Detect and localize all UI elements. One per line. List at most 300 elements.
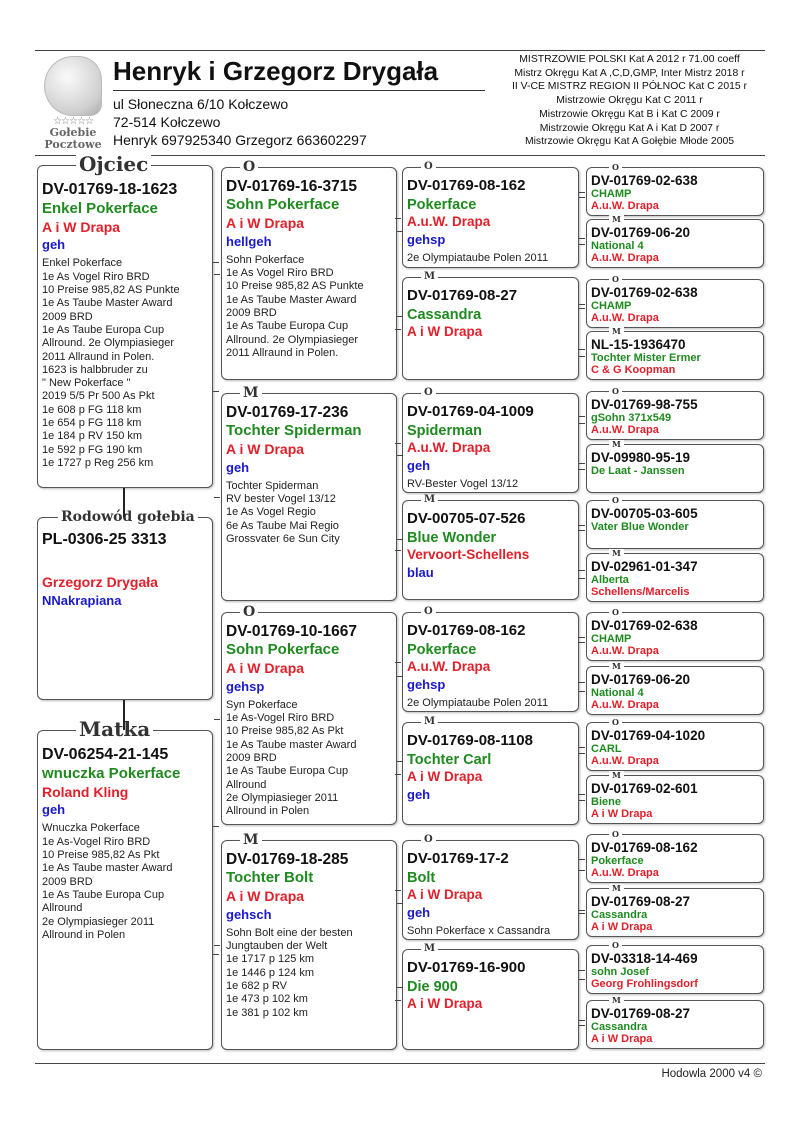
feather-color: gehsp (226, 678, 265, 694)
pigeon-name: Sohn Pokerface (226, 196, 340, 214)
breeder-name: A i W Drapa (226, 441, 305, 458)
ancestor-card (402, 387, 579, 493)
title-underline (113, 90, 485, 91)
breeder-name: A.u.W. Drapa (591, 200, 659, 213)
connector-line (395, 218, 401, 219)
pigeon-name: Vater Blue Wonder (591, 521, 689, 534)
ancestor-card (586, 386, 764, 440)
note-line: 1e 608 p FG 118 km (42, 403, 142, 416)
ancestor-card (402, 716, 579, 825)
sire-label: O (421, 162, 436, 172)
connector-line (579, 197, 585, 198)
connector-line (397, 761, 403, 762)
note-line: Sohn Bolt eine der besten (226, 926, 353, 939)
breeder-name: A.u.W. Drapa (591, 755, 659, 768)
feather-color: geh (226, 459, 250, 475)
ring-number: DV-01769-08-27 (591, 894, 691, 909)
sire-label: O (609, 275, 622, 283)
note-line: Jungtauben der Welt (226, 940, 328, 953)
note-line: 2e Olympiasieger 2011 (226, 791, 339, 804)
dam-label: M (421, 272, 438, 282)
note-line: 10 Preise 985,82 AS Punkte (226, 280, 364, 293)
note-line: Syn Pokerface (226, 698, 298, 711)
breeder-title: Henryk i Grzegorz Drygała (113, 56, 439, 86)
note-line: 1e As Vogel Regio (226, 506, 316, 519)
connector-line (579, 349, 585, 350)
dam-label: M (609, 215, 624, 223)
pigeon-name: Bolt (407, 869, 436, 886)
pigeon-name: Blue Wonder (407, 529, 497, 546)
note-line: " New Pokerface " (42, 377, 131, 390)
sire-label: O (421, 835, 436, 845)
note-line: 1e 473 p 102 km (226, 993, 308, 1006)
dam-label: M (421, 717, 438, 727)
ancestor-card (586, 717, 764, 771)
note-line: 2019 5/5 Pr 500 As Pkt (42, 390, 155, 403)
ancestor-card (221, 604, 397, 825)
pigeon-name: sohn Josef (591, 966, 650, 979)
connector-line (397, 903, 403, 904)
note-line: 1e As Taube master Award (42, 862, 173, 875)
note-line: 1e 654 p FG 118 km (42, 417, 142, 429)
breeder-name: Vervoort-Schellens (407, 546, 530, 562)
spacer (42, 550, 208, 574)
dam-label: M (609, 440, 624, 448)
note-line: 1623 is halbbruder zu (42, 363, 148, 376)
ring-number: NL-15-1936470 (591, 337, 686, 352)
feather-color: gehsch (226, 906, 272, 922)
ring-number: DV-01769-10-1667 (226, 623, 357, 640)
note-line: Grossvater 6e Sun City (226, 533, 340, 545)
footer-rule (35, 1063, 765, 1064)
breeder-name: Roland Kling (42, 783, 129, 800)
pigeon-name: Cassandra (591, 909, 648, 922)
subject-card (37, 509, 213, 700)
ancestor-card (586, 548, 764, 602)
ancestor-card (402, 271, 579, 380)
note-line: 1e 381 p 102 km (226, 1006, 308, 1019)
ring-number: DV-01769-18-1623 (42, 181, 178, 198)
achievements-list (492, 53, 767, 149)
achievement: II V-CE MISTRZ REGION II PÓŁNOC Kat C 2015 r (512, 81, 747, 93)
sire-label: O (240, 605, 258, 619)
connector-line (579, 859, 585, 860)
feather-color: NNakrapiana (42, 592, 122, 608)
note-line: 1e As-Vogel Riro BRD (42, 835, 151, 848)
logo (35, 56, 111, 152)
ring-number: DV-06254-21-145 (42, 746, 169, 763)
connector-line (214, 274, 220, 275)
connector-line (579, 642, 585, 643)
connector-line (579, 913, 585, 914)
connector-line (395, 329, 401, 330)
feather-color: hellgeh (226, 233, 272, 249)
dam-label: M (421, 495, 438, 505)
ring-number: DV-01769-16-3715 (226, 178, 357, 195)
connector-line (397, 539, 403, 540)
note-line: RV-Bester Vogel 13/12 (407, 477, 519, 490)
note-line: 2009 BRD (226, 307, 277, 319)
feather-color: geh (407, 457, 431, 473)
note-line: 1e As Taube Master Award (42, 297, 173, 310)
card-heading: Rodowód gołebia (58, 510, 198, 524)
note-line: 1e 1446 p 124 km (226, 966, 315, 979)
ancestor-card (586, 770, 764, 824)
note-line: 1e As Vogel Riro BRD (42, 270, 150, 283)
ancestor-card (586, 495, 764, 549)
note-line: 1e As-Vogel Riro BRD (226, 712, 335, 725)
ancestor-card (402, 161, 579, 268)
card-heading: Matka (76, 719, 153, 739)
sire-label: O (609, 941, 622, 949)
connector-line (214, 497, 220, 498)
sire-label: O (609, 830, 622, 838)
connector-line (397, 987, 403, 988)
ancestor-card (586, 162, 764, 216)
achievement: Mistrzowie Okręgu Kat A i Kat D 2007 r (539, 122, 720, 134)
address-street: ul Słoneczna 6/10 Kołczewo (113, 96, 289, 112)
breeder-name: A i W Drapa (407, 323, 483, 339)
note-line: 2009 BRD (42, 875, 93, 888)
note-line: 2009 BRD (42, 310, 93, 323)
breeder-name: A.u.W. Drapa (591, 867, 659, 880)
sire-label: O (421, 607, 436, 617)
connector-line (579, 525, 585, 526)
logo-text-1: Gołebie (49, 126, 97, 139)
pigeon-name: Biene (591, 796, 621, 809)
feather-color: geh (42, 237, 66, 253)
ancestor-card (586, 883, 764, 937)
connector-line (579, 794, 585, 795)
breeder-name: A.u.W. Drapa (591, 252, 659, 265)
pigeon-name: Pokerface (591, 855, 644, 868)
dam-label: M (609, 996, 624, 1004)
pigeon-name: Sohn Pokerface (226, 641, 340, 659)
ring-number: DV-02961-01-347 (591, 559, 698, 574)
achievement: Mistrzowie Okręgu Kat C 2011 r (556, 95, 703, 107)
note-line: 1e As Taube Master Award (226, 293, 357, 306)
pigeon-name: National 4 (591, 240, 644, 253)
note-line: 1e As Taube Europa Cup (42, 888, 165, 901)
ring-number: DV-01769-08-27 (407, 287, 518, 304)
connector-line (213, 262, 219, 263)
connector-line (579, 356, 585, 357)
connector-line (397, 316, 403, 317)
note-line: 1e As Vogel Riro BRD (226, 267, 334, 280)
ring-number: PL-0306-25 3313 (42, 531, 167, 548)
note-line: 1e 184 p RV 150 km (42, 430, 143, 443)
card-heading: Ojciec (76, 154, 151, 174)
ring-number: DV-01769-08-162 (407, 622, 526, 639)
dam-label: M (421, 944, 438, 954)
connector-line (579, 463, 585, 464)
connector-line (579, 979, 585, 980)
note-line: 1e As Taube Europa Cup (226, 765, 349, 778)
pigeon-name: Tochter Spiderman (226, 422, 362, 440)
pigeon-name: CARL (591, 743, 622, 756)
note-line: 1e As Taube master Award (226, 738, 357, 751)
feather-color: geh (407, 786, 431, 802)
ring-number: DV-01769-16-900 (407, 959, 526, 976)
dam-label: M (609, 549, 624, 557)
ring-number: DV-01769-18-285 (226, 851, 349, 868)
pigeon-name: Enkel Pokerface (42, 200, 158, 217)
breeder-name: A i W Drapa (42, 218, 121, 235)
ring-number: DV-09980-95-19 (591, 450, 691, 465)
ancestor-card (586, 274, 764, 328)
connector-line (579, 870, 585, 871)
connector-line (214, 719, 220, 720)
connector-line (579, 800, 585, 801)
mother-card (37, 717, 213, 1050)
connector-line (579, 753, 585, 754)
breeder-name: A i W Drapa (407, 995, 483, 1011)
ancestor-card (586, 607, 764, 661)
breeder-name: A.u.W. Drapa (407, 439, 491, 455)
note-line: Sohn Pokerface (226, 253, 305, 266)
pigeon-name: CHAMP (591, 188, 632, 201)
address-city: 72-514 Kołczewo (113, 114, 221, 130)
breeder-name: A.u.W. Drapa (591, 645, 659, 658)
note-line: 2e Olympiataube Polen 2011 (407, 251, 549, 264)
connector-line (579, 970, 585, 971)
feather-color: gehsp (407, 231, 446, 247)
breeder-name: Georg Frohlingsdorf (591, 978, 698, 991)
note-line: 1e 592 p FG 190 km (42, 443, 143, 456)
connector-line (213, 954, 219, 955)
sire-label: O (609, 496, 622, 504)
note-line: Allround. 2e Olympiasieger (226, 333, 359, 346)
breeder-name: A i W Drapa (407, 886, 483, 902)
breeder-name: A.u.W. Drapa (591, 312, 659, 325)
ring-number: DV-01769-08-27 (591, 1006, 691, 1021)
feather-color: geh (42, 802, 66, 818)
connector-line (579, 682, 585, 683)
pigeon-name: wnuczka Pokerface (42, 765, 181, 782)
note-line: 1e As Taube Europa Cup (42, 323, 165, 336)
note-line: Sohn Pokerface x Cassandra (407, 924, 551, 937)
note-line: Allround (226, 778, 267, 791)
note-line: 2e Olympiasieger 2011 (42, 915, 155, 928)
pigeon-name: National 4 (591, 687, 644, 700)
achievement: Mistrzowie Okręgu Kat B i Kat C 2009 r (539, 108, 720, 120)
note-line: 2009 BRD (226, 752, 277, 764)
ancestor-card (221, 385, 397, 601)
connector-line (397, 455, 403, 456)
ancestor-card (221, 832, 397, 1050)
connector-line (579, 747, 585, 748)
note-line: 2011 Allraund in Polen. (226, 346, 339, 359)
ring-number: DV-01769-17-236 (226, 404, 349, 421)
sire-label: O (609, 718, 622, 726)
ring-number: DV-01769-17-2 (407, 850, 509, 867)
ring-number: DV-01769-04-1020 (591, 728, 706, 743)
ancestor-card (402, 606, 579, 712)
ring-number: DV-01769-06-20 (591, 225, 691, 240)
ring-number: DV-01769-04-1009 (407, 403, 534, 420)
breeder-name: A.u.W. Drapa (407, 658, 491, 674)
breeder-name: A.u.W. Drapa (407, 213, 491, 229)
top-rule (35, 50, 765, 51)
connector-line (395, 774, 401, 775)
sire-label: O (609, 387, 622, 395)
note-line: Tochter Spiderman (226, 479, 319, 492)
pigeon-name: Die 900 (407, 978, 458, 995)
pigeon-name: Tochter Carl (407, 751, 492, 768)
pigeon-head-icon (44, 56, 102, 116)
ancestor-card (586, 995, 764, 1049)
pigeon-name: Spiderman (407, 422, 482, 439)
connector-line (579, 304, 585, 305)
note-line: Allround in Polen (42, 928, 126, 941)
pigeon-name: Cassandra (407, 306, 482, 323)
dam-label: M (609, 771, 624, 779)
ring-number: DV-01769-02-638 (591, 173, 698, 188)
note-line: 1e 1727 p Reg 256 km (42, 456, 154, 469)
ring-number: DV-01769-08-162 (591, 840, 698, 855)
connector-line (579, 192, 585, 193)
ancestor-card (402, 834, 579, 940)
sire-label: O (240, 160, 258, 174)
feather-color: blau (407, 564, 434, 580)
breeder-name: A i W Drapa (226, 660, 305, 677)
connector-line (579, 469, 585, 470)
pigeon-name: CHAMP (591, 633, 632, 646)
dam-label: M (609, 327, 624, 335)
breeder-name: A i W Drapa (226, 215, 305, 232)
ring-number: DV-01769-02-638 (591, 618, 698, 633)
connector-line (395, 890, 401, 891)
pigeon-name: Cassandra (591, 1021, 648, 1034)
ring-number: DV-01769-98-755 (591, 397, 698, 412)
breeder-name: A i W Drapa (226, 888, 305, 905)
connector-line (579, 238, 585, 239)
feather-color: gehsp (407, 676, 446, 692)
note-line: 10 Preise 985,82 AS Punkte (42, 284, 180, 297)
logo-text-2: Pocztowe (44, 138, 102, 151)
connector-line (123, 488, 125, 517)
breeder-name: A i W Drapa (591, 1033, 653, 1046)
pigeon-name: Tochter Mister Ermer (591, 352, 701, 365)
connector-line (213, 826, 219, 827)
connector-line (579, 637, 585, 638)
dam-label: M (240, 386, 262, 400)
note-line: Allround. 2e Olympiasieger (42, 337, 175, 350)
feather-color: geh (407, 904, 431, 920)
note-line: 10 Preise 985,82 As Pkt (226, 725, 344, 738)
note-line: Enkel Pokerface (42, 257, 123, 270)
stars-icon: ☆☆☆☆☆ (53, 116, 93, 127)
connector-line (214, 945, 220, 946)
connector-line (579, 1025, 585, 1026)
ancestor-card (586, 214, 764, 268)
breeder-name: A.u.W. Drapa (591, 424, 659, 437)
connector-line (395, 443, 401, 444)
connector-line (579, 416, 585, 417)
connector-line (579, 1020, 585, 1021)
note-line: 10 Preise 985,82 As Pkt (42, 849, 160, 862)
ancestor-card (221, 159, 397, 380)
pigeon-name: Pokerface (407, 196, 477, 213)
connector-line (579, 691, 585, 692)
connector-line (579, 570, 585, 571)
connector-line (579, 423, 585, 424)
father-card (37, 152, 213, 488)
pigeon-name: Tochter Bolt (226, 869, 314, 887)
ancestor-card (586, 439, 764, 493)
connector-line (579, 910, 585, 911)
note-line: Allround (42, 902, 83, 915)
note-line: Allround in Polen (226, 805, 310, 818)
sire-label: O (609, 163, 622, 171)
connector-line (579, 308, 585, 309)
ring-number: DV-00705-07-526 (407, 510, 526, 527)
connector-line (579, 578, 585, 579)
dam-label: M (609, 884, 624, 892)
note-line: 1e As Taube Europa Cup (226, 320, 349, 333)
ring-number: DV-01769-02-601 (591, 781, 698, 796)
address-phones: Henryk 697925340 Grzegorz 663602297 (113, 132, 367, 148)
pigeon-name: CHAMP (591, 300, 632, 313)
ancestor-card (586, 940, 764, 994)
note-line: 1e 1717 p 125 km (226, 953, 315, 966)
dam-label: M (240, 833, 262, 847)
footer-credit: Hodowla 2000 v4 © (661, 1068, 762, 1080)
pigeon-name: Pokerface (407, 641, 477, 658)
achievement: Mistrzowie Okręgu Kat A Gołębie Młode 2005 (524, 136, 735, 148)
note-line: Wnuczka Pokerface (42, 822, 140, 835)
note-line: 2011 Allraund in Polen. (42, 350, 155, 363)
connector-line (395, 1000, 401, 1001)
note-line: 6e As Taube Mai Regio (226, 519, 339, 532)
pigeon-name: Alberta (591, 574, 629, 587)
breeder-name: A i W Drapa (591, 921, 653, 934)
breeder-name: A i W Drapa (407, 768, 483, 784)
sire-label: O (609, 608, 622, 616)
pigeon-name: De Laat - Janssen (591, 465, 685, 478)
ancestor-card (402, 494, 579, 600)
ancestor-card (586, 661, 764, 715)
ring-number: DV-01769-08-1108 (407, 732, 533, 749)
connector-line (213, 391, 219, 392)
dam-label: M (609, 662, 624, 670)
note-line: RV bester Vogel 13/12 (226, 493, 336, 506)
achievement: Mistrz Okręgu Kat A ,C,D,GMP, Inter Mistrz 2018 r (514, 67, 745, 79)
ring-number: DV-01769-06-20 (591, 672, 691, 687)
ancestor-card (402, 943, 579, 1050)
note-line: 1e 682 p RV (226, 980, 287, 992)
breeder-name: Grzegorz Drygała (42, 574, 158, 590)
breeder-name: Schellens/Marcelis (591, 586, 690, 599)
ring-number: DV-01769-02-638 (591, 285, 698, 300)
breeder-name: A.u.W. Drapa (591, 699, 659, 712)
ancestor-card (586, 326, 764, 380)
connector-line (579, 244, 585, 245)
sire-label: O (421, 388, 436, 398)
connector-line (123, 700, 125, 730)
note-line: 2e Olympiataube Polen 2011 (407, 696, 549, 709)
ring-number: DV-01769-08-162 (407, 177, 526, 194)
connector-line (395, 550, 401, 551)
connector-line (397, 231, 403, 232)
ring-number: DV-00705-03-605 (591, 506, 698, 521)
ancestor-card (586, 829, 764, 883)
pigeon-name: gSohn 371x549 (591, 412, 672, 425)
achievement: MISTRZOWIE POLSKI Kat A 2012 r 71.00 coeff (519, 54, 740, 65)
breeder-name: C & G Koopman (591, 364, 676, 377)
connector-line (579, 530, 585, 531)
connector-line (397, 676, 403, 677)
